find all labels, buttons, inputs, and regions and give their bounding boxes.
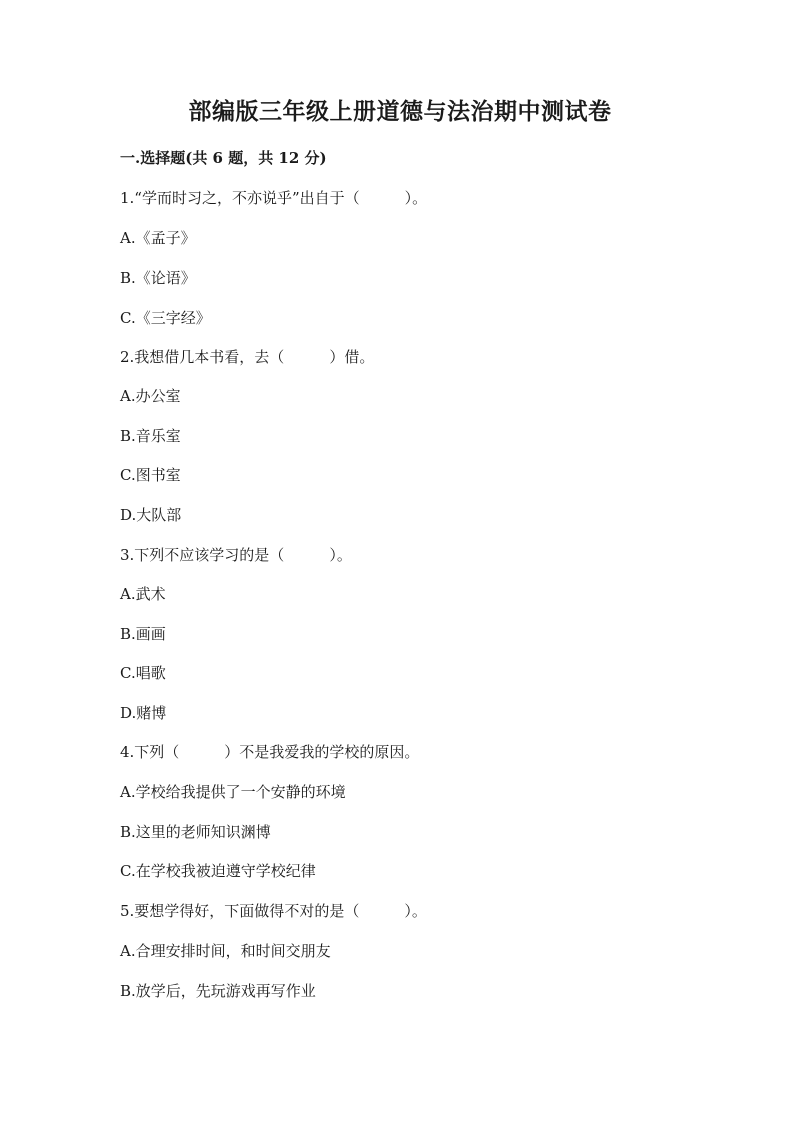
question-5-option-b: B.放学后，先玩游戏再写作业 [120, 982, 316, 1000]
question-2-stem: 2.我想借几本书看，去（ ）借。 [120, 348, 375, 366]
question-1-stem: 1.“学而时习之，不亦说乎”出自于（ ）。 [120, 189, 428, 207]
question-3-stem: 3.下列不应该学习的是（ ）。 [120, 546, 352, 564]
page-title: 部编版三年级上册道德与法治期中测试卷 [188, 98, 612, 125]
question-1-option-a: A.《孟子》 [120, 229, 196, 247]
question-3-option-b: B.画画 [120, 625, 166, 643]
question-3-option-d: D.赌博 [120, 704, 167, 722]
question-1-option-c: C.《三字经》 [120, 309, 211, 327]
question-3-option-c: C.唱歌 [120, 664, 166, 682]
question-5-stem: 5.要想学得好，下面做得不对的是（ ）。 [120, 902, 427, 920]
question-3-option-a: A.武术 [120, 585, 166, 603]
question-4-option-a: A.学校给我提供了一个安静的环境 [120, 783, 346, 801]
question-4-stem: 4.下列（ ）不是我爱我的学校的原因。 [120, 743, 420, 761]
question-2-option-c: C.图书室 [120, 466, 181, 484]
question-2-option-d: D.大队部 [120, 506, 182, 524]
section-heading: 一.选择题(共 6 题，共 12 分) [120, 149, 327, 167]
question-4-option-b: B.这里的老师知识渊博 [120, 823, 271, 841]
question-5-option-a: A.合理安排时间，和时间交朋友 [120, 942, 331, 960]
question-1-option-b: B.《论语》 [120, 269, 196, 287]
question-2-option-a: A.办公室 [120, 387, 181, 405]
question-4-option-c: C.在学校我被迫遵守学校纪律 [120, 862, 316, 880]
question-2-option-b: B.音乐室 [120, 427, 181, 445]
